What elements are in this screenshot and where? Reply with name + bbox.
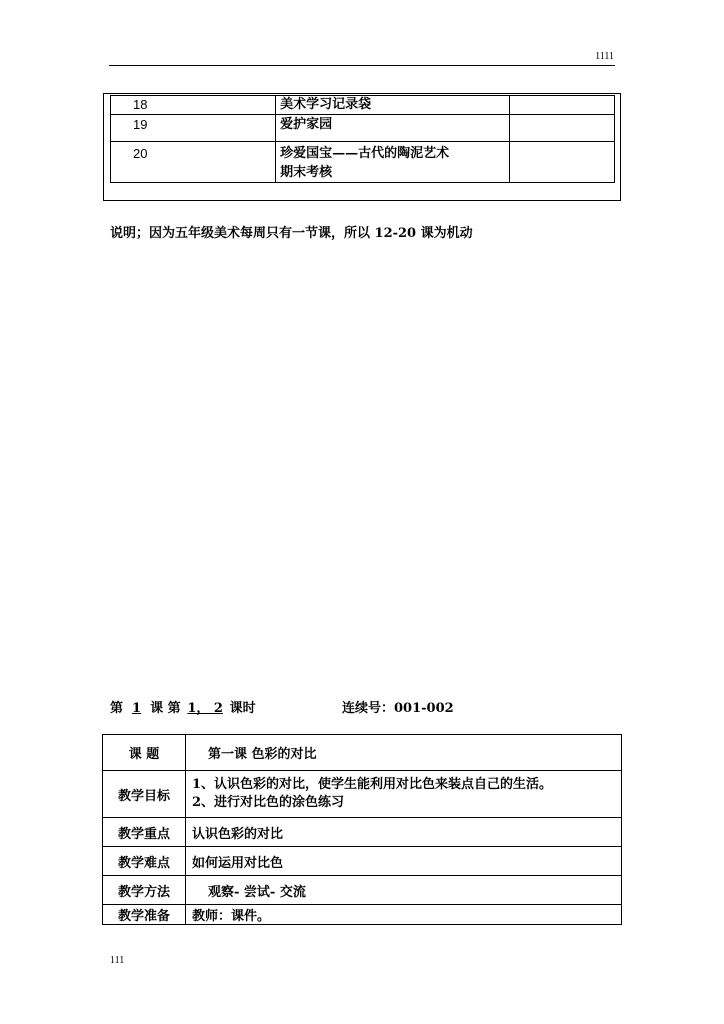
table-row xyxy=(103,905,622,925)
lesson-suffix: 课 第 xyxy=(150,701,181,716)
difficulty-value: 如何运用对比色 xyxy=(186,847,622,876)
period-number-field: 1， 2 xyxy=(187,701,223,716)
difficulty-label: 教学难点 xyxy=(103,847,186,876)
table-row xyxy=(103,735,622,771)
lesson-prefix: 第 xyxy=(110,701,124,716)
lesson-title: 爱护家园 xyxy=(276,115,510,142)
schedule-table xyxy=(110,95,615,183)
key-point-label: 教学重点 xyxy=(103,818,186,847)
empty-cell xyxy=(510,96,615,115)
lesson-number: 19 xyxy=(111,115,276,142)
lesson-number: 18 xyxy=(111,96,276,115)
topic-label: 课 题 xyxy=(103,735,186,771)
table-row xyxy=(111,96,615,115)
table-row xyxy=(111,142,615,183)
table-row xyxy=(103,847,622,876)
method-label: 教学方法 xyxy=(103,876,186,905)
schedule-note: 说明；因为五年级美术每周只有一节课，所以 12-20 课为机动 xyxy=(110,226,473,241)
lesson-header xyxy=(110,697,454,716)
goals-label: 教学目标 xyxy=(103,771,186,818)
preparation-label: 教学准备 xyxy=(103,905,186,925)
serial-number: 连续号：001-002 xyxy=(342,701,454,716)
key-point-value: 认识色彩的对比 xyxy=(186,818,622,847)
lesson-number: 20 xyxy=(111,142,276,183)
lesson-number-field: 1 xyxy=(132,701,142,716)
header-page-number: 1111 xyxy=(595,51,614,62)
empty-cell xyxy=(510,115,615,142)
goal-1: 1、认识色彩的对比，使学生能利用对比色来装点自己的生活。 xyxy=(192,777,553,792)
footer-page-number: 111 xyxy=(110,955,125,966)
table-row xyxy=(103,876,622,905)
lesson-title: 美术学习记录袋 xyxy=(276,96,510,115)
table-row xyxy=(103,771,622,818)
empty-cell xyxy=(510,142,615,183)
lesson-plan-table xyxy=(102,734,622,925)
lesson-title-line-1: 珍爱国宝——古代的陶泥艺术 xyxy=(280,146,450,161)
table-row xyxy=(111,115,615,142)
goal-2: 2、进行对比色的涂色练习 xyxy=(192,795,345,810)
header-rule xyxy=(109,65,615,66)
goals-value xyxy=(186,771,622,818)
lesson-title xyxy=(276,142,510,183)
lesson-title-line-2: 期末考核 xyxy=(280,165,333,180)
period-suffix: 课时 xyxy=(229,701,256,716)
method-value: 观察- 尝试- 交流 xyxy=(186,876,622,905)
preparation-value: 教师：课件。 xyxy=(186,905,622,925)
topic-value: 第一课 色彩的对比 xyxy=(186,735,622,771)
table-row xyxy=(103,818,622,847)
